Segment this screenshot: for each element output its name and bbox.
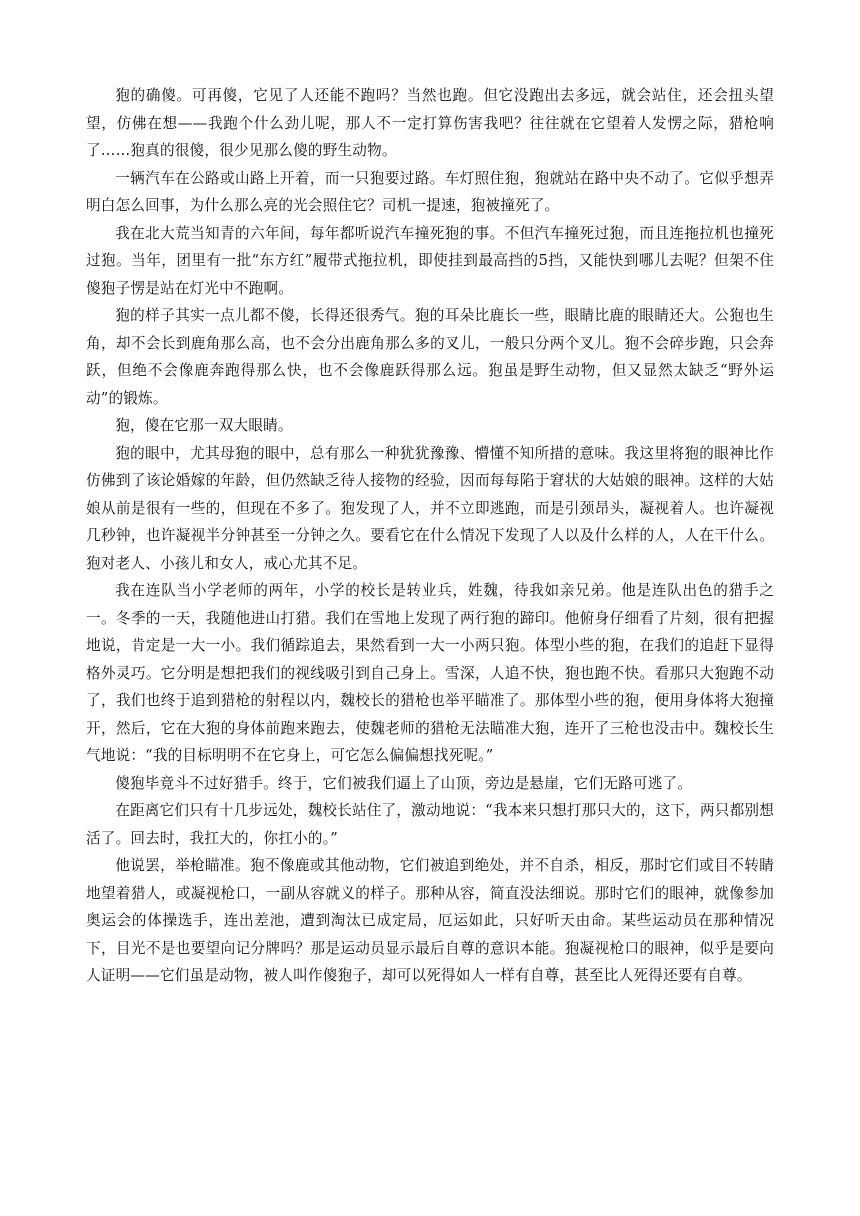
paragraph-8: 傻狍毕竟斗不过好猎手。终于，它们被我们逼上了山顶，旁边是悬崖，它们无路可逃了。 (115, 774, 693, 792)
paragraph-7: 我在连队当小学老师的两年，小学的校长是转业兵，姓魏，待我如亲兄弟。他是连队出色的猎手之一。冬季的一天，我随他进山打猎。我们在雪地上发现了两行狍的蹄印。他俯身仔细看了片刻，很有把握地说，肯定是一大一小。我们循踪追去，果然看到一大一小两只狍。体型小些的狍，在我们的追赶下显得格外灵巧。它分明是想把我们的视线吸引到自己身上。雪深，人追不快，狍也跑不快。看那只大狍跑不动了，我们也终于追到猎枪的射程以内，魏校长的猎枪也举平瞄准了。那体型小些的狍，便用身体将大狍撞开，然后，它在大狍的身体前跑来跑去，使魏老师的猎枪无法瞄准大狍，连开了三枪也没击中。魏校长生气地说：“我的目标明明不在它身上，可它怎么偏偏想找死呢。” (86, 582, 774, 764)
paragraph-1: 狍的确傻。可再傻，它见了人还能不跑吗？当然也跑。但它没跑出去多远，就会站住，还会扭头望望，仿佛在想——我跑个什么劲儿呢，那人不一定打算伤害我吧？往往就在它望着人发愣之际，猎枪响了……狍真的很傻，很少见那么傻的野生动物。 (86, 87, 774, 159)
paragraph-3: 我在北大荒当知青的六年间，每年都听说汽车撞死狍的事。不但汽车撞死过狍，而且连拖拉机也撞死过狍。当年，团里有一批“东方红”履带式拖拉机，即使挂到最高挡的5挡，又能快到哪儿去呢？但架不住傻狍子愣是站在灯光中不跑啊。 (86, 224, 774, 297)
article-body (86, 82, 774, 990)
paragraph-5: 狍，傻在它那一双大眼睛。 (115, 417, 293, 434)
paragraph-4: 狍的样子其实一点儿都不傻，长得还很秀气。狍的耳朵比鹿长一些，眼睛比鹿的眼睛还大。公狍也生角，却不会长到鹿角那么高，也不会分出鹿角那么多的叉儿，一般只分两个叉儿。狍不会碎步跑，只会奔跃，但绝不会像鹿奔跑得那么快，也不会像鹿跃得那么远。狍虽是野生动物，但又显然太缺乏“野外运动”的锻炼。 (86, 307, 774, 407)
paragraph-2: 一辆汽车在公路或山路上开着，而一只狍要过路。车灯照住狍，狍就站在路中央不动了。它似乎想弄明白怎么回事，为什么那么亮的光会照住它？司机一提速，狍被撞死了。 (86, 169, 774, 214)
paragraph-6: 狍的眼中，尤其母狍的眼中，总有那么一种犹犹豫豫、懵懂不知所措的意味。我这里将狍的眼神比作仿佛到了该论婚嫁的年龄，但仍然缺乏待人接物的经验，因而每每陷于窘状的大姑娘的眼神。这样的大姑娘从前是很有一些的，但现在不多了。狍发现了人，并不立即逃跑，而是引颈昂头，凝视着人。也许凝视几秒钟，也许凝视半分钟甚至一分钟之久。要看它在什么情况下发现了人以及什么样的人，人在干什么。狍对老人、小孩儿和女人，戒心尤其不足。 (86, 444, 774, 572)
paragraph-10: 他说罢，举枪瞄准。狍不像鹿或其他动物，它们被追到绝处，并不自杀，相反，那时它们或目不转睛地望着猎人，或凝视枪口，一副从容就义的样子。那种从容，简直没法细说。那时它们的眼神，就像参加奥运会的体操选手，连出差池，遭到淘汰已成定局，厄运如此，只好听天由命。某些运动员在那种情况下，目光不是也要望向记分牌吗？那是运动员显示最后自尊的意识本能。狍凝视枪口的眼神，似乎是要向人证明——它们虽是动物，被人叫作傻狍子，却可以死得如人一样有自尊，甚至比人死得还要有自尊。 (86, 857, 774, 984)
paragraph-9: 在距离它们只有十几步远处，魏校长站住了，激动地说：“我本来只想打那只大的，这下，两只都别想活了。回去时，我扛大的，你扛小的。” (86, 802, 774, 847)
